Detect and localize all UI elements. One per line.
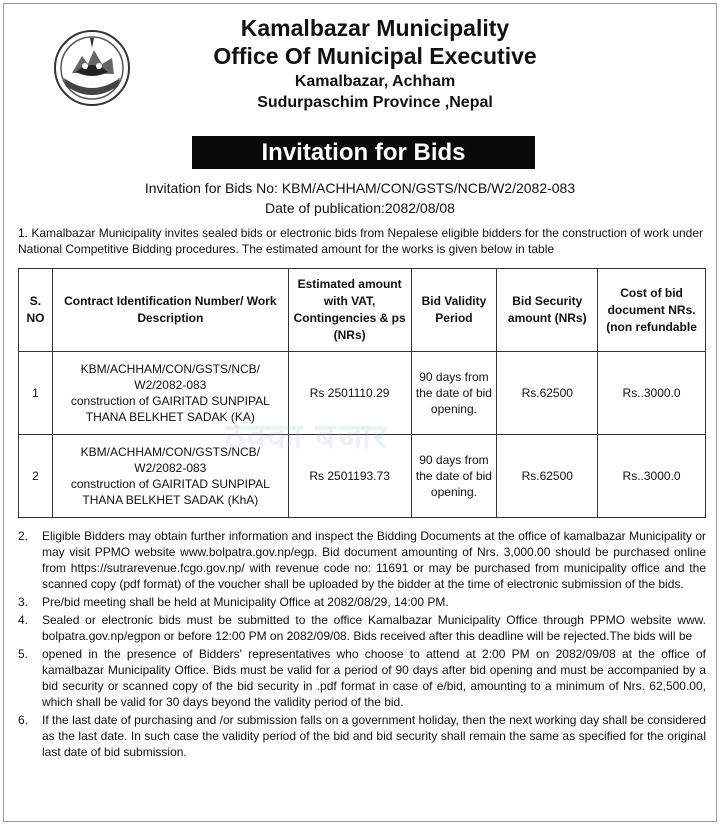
col-header-sno: S. NO bbox=[19, 269, 53, 352]
intro-paragraph: 1. Kamalbazar Municipality invites sealed bids or electronic bids from Nepalese eligible bidders for the construction of work under National Competitive Bidding procedures. The estimated amount for the works is given below in table bbox=[18, 226, 704, 256]
cell-security: Rs.62500 bbox=[497, 352, 598, 435]
cell-cost: Rs..3000.0 bbox=[598, 352, 706, 435]
office-location: Kamalbazar, Achham bbox=[294, 73, 456, 90]
cell-cost: Rs..3000.0 bbox=[598, 435, 706, 518]
notice-title: Invitation for Bids bbox=[192, 136, 535, 169]
office-name: Office Of Municipal Executive bbox=[213, 43, 537, 69]
item-number: 6. bbox=[18, 713, 29, 727]
watermark: ठेक्का बजार bbox=[225, 418, 390, 456]
list-item bbox=[18, 712, 706, 760]
item-number: 5. bbox=[18, 647, 29, 661]
cell-sno: 1 bbox=[19, 352, 53, 435]
publication-date: Date of publication:2082/08/08 bbox=[265, 200, 455, 216]
item-text: Sealed or electronic bids must be submitted to the office Kamalbazar Municipality Office through PPMO website www. bolpatra.gov.np/egpon or before 12:00 PM on 2082/09/08. Bids received after this deadline will be rejected.The bids will be bbox=[42, 613, 706, 643]
item-number: 2. bbox=[18, 529, 29, 543]
cell-security: Rs.62500 bbox=[497, 435, 598, 518]
bid-reference bbox=[60, 178, 660, 218]
item-text: Pre/bid meeting shall be held at Municipality Office at 2082/08/29, 14:00 PM. bbox=[42, 595, 449, 609]
list-item bbox=[18, 594, 706, 610]
col-header-validity: Bid Validity Period bbox=[411, 269, 497, 352]
municipality-name: Kamalbazar Municipality bbox=[240, 15, 510, 41]
item-number: 3. bbox=[18, 595, 29, 609]
bid-number: Invitation for Bids No: KBM/ACHHAM/CON/GSTS/NCB/W2/2082-083 bbox=[144, 180, 576, 196]
list-item bbox=[18, 528, 706, 592]
work-description: construction of GAIRITAD SUNPIPAL THANA BELKHET SADAK (KhA) bbox=[70, 477, 270, 507]
cell-amount: Rs 2501110.29 bbox=[288, 352, 411, 435]
list-item bbox=[18, 646, 706, 710]
item-text: Eligible Bidders may obtain further information and inspect the Bidding Documents at the office of kamalbazar Municipality or may visit PPMO website www.bolpatra.gov.np/egp. Bid document amounting of Nrs. 3,000.00 should be purchased online from https://sutrarevenue.fcgo.gov.np/ with revenue code no: 11691 or may be purchased from municipality office and the scanned copy (pdf format) of the voucher shall be uploaded by the bidder at the time of electronic submission of the bids. bbox=[42, 529, 706, 591]
col-header-contract: Contract Identification Number/ Work Description bbox=[52, 269, 288, 352]
cell-sno: 2 bbox=[19, 435, 53, 518]
col-header-amount: Estimated amount with VAT, Contingencies & ps (NRs) bbox=[288, 269, 411, 352]
col-header-cost: Cost of bid document NRs. (non refundable bbox=[598, 269, 706, 352]
item-number: 4. bbox=[18, 613, 29, 627]
list-item bbox=[18, 612, 706, 644]
cell-validity: 90 days from the date of bid opening. bbox=[411, 435, 497, 518]
contract-id: KBM/ACHHAM/CON/GSTS/NCB/ W2/2082-083 bbox=[80, 362, 260, 392]
bid-table bbox=[18, 268, 706, 518]
table-header-row bbox=[19, 269, 706, 352]
cell-validity: 90 days from the date of bid opening. bbox=[411, 352, 497, 435]
office-province: Sudurpaschim Province ,Nepal bbox=[257, 94, 493, 111]
item-text: opened in the presence of Bidders' representatives who choose to attend at 2:00 PM on 2082/09/08 at the office of kamalbazar Municipality Office. Bids must be valid for a period of 90 days after bid opening and must be accompanied by a bid security or scanned copy of the bid security in .pdf format in case of e/bid, amounting to a minimum of Nrs. 62,500.00, which shall be valid for 30 days beyond the validity period of the bid. bbox=[42, 647, 706, 709]
notice-clauses bbox=[18, 528, 706, 762]
cell-amount: Rs 2501193.73 bbox=[288, 435, 411, 518]
nepal-emblem-logo bbox=[52, 28, 132, 108]
office-header bbox=[140, 14, 610, 113]
item-text: If the last date of purchasing and /or submission falls on a government holiday, then the next working day shall be considered as the last date. In such case the validity period of the bid and bid security shall remain the same as specified for the original last date of bid submission. bbox=[42, 713, 706, 759]
work-description: construction of GAIRITAD SUNPIPAL THANA BELKHET SADAK (KA) bbox=[70, 394, 270, 424]
col-header-security: Bid Security amount (NRs) bbox=[497, 269, 598, 352]
contract-id: KBM/ACHHAM/CON/GSTS/NCB/ W2/2082-083 bbox=[80, 445, 260, 475]
